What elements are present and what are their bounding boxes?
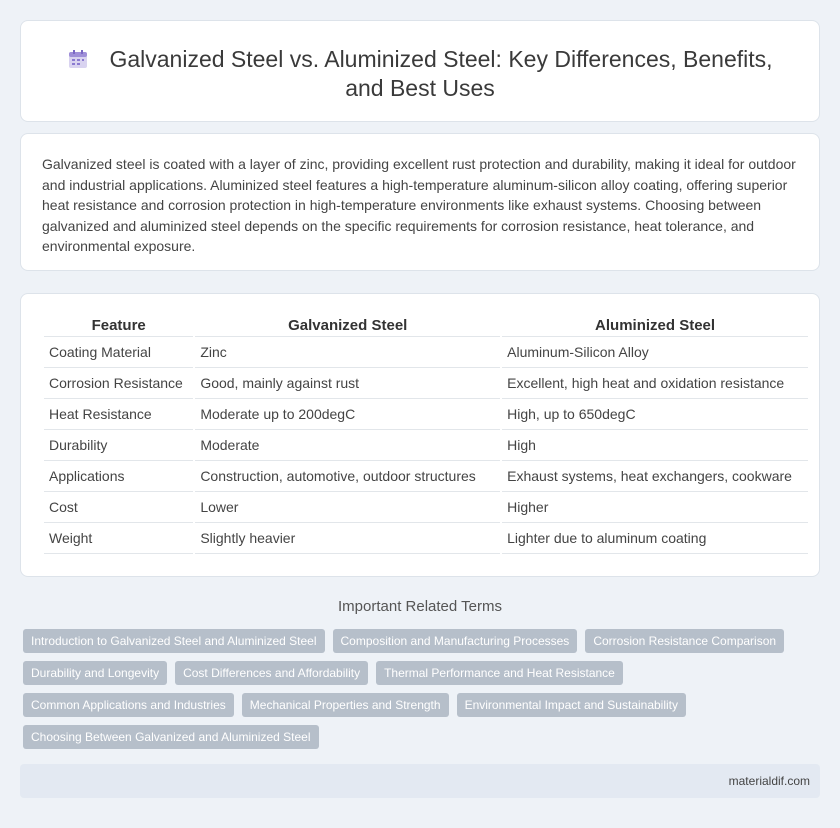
row-aluminized: Lighter due to aluminum coating (502, 523, 808, 554)
tag-row (23, 629, 813, 653)
footer (20, 764, 820, 798)
tag-row (23, 693, 813, 717)
row-feature: Cost (44, 492, 193, 523)
header-galvanized: Galvanized Steel (195, 315, 500, 337)
row-feature: Heat Resistance (44, 399, 193, 430)
calendar-icon (67, 48, 89, 70)
related-term-tag[interactable]: Choosing Between Galvanized and Aluminized Steel (23, 725, 319, 749)
related-terms-list (23, 629, 813, 757)
page-title: Galvanized Steel vs. Aluminized Steel: Key Differences, Benefits, and Best Uses (109, 46, 773, 101)
page-title-wrap (21, 45, 819, 103)
footer-site-link[interactable]: materialdif.com (728, 774, 810, 788)
header-aluminized: Aluminized Steel (502, 315, 808, 337)
header-feature: Feature (44, 315, 193, 337)
row-feature: Weight (44, 523, 193, 554)
table-header-row (44, 315, 808, 337)
intro-card (20, 133, 820, 271)
related-term-tag[interactable]: Cost Differences and Affordability (175, 661, 368, 685)
related-term-tag[interactable]: Common Applications and Industries (23, 693, 234, 717)
related-term-tag[interactable]: Durability and Longevity (23, 661, 167, 685)
table-row (44, 492, 808, 523)
row-feature: Durability (44, 430, 193, 461)
row-aluminized: Aluminum-Silicon Alloy (502, 337, 808, 368)
table-row (44, 368, 808, 399)
row-aluminized: Exhaust systems, heat exchangers, cookware (502, 461, 808, 492)
row-galvanized: Zinc (195, 337, 500, 368)
row-aluminized: High (502, 430, 808, 461)
comparison-table-card (20, 293, 820, 577)
related-term-tag[interactable]: Mechanical Properties and Strength (242, 693, 449, 717)
table-row (44, 430, 808, 461)
row-galvanized: Construction, automotive, outdoor structures (195, 461, 500, 492)
related-term-tag[interactable]: Introduction to Galvanized Steel and Aluminized Steel (23, 629, 325, 653)
comparison-table (42, 315, 810, 554)
row-feature: Corrosion Resistance (44, 368, 193, 399)
table-row (44, 399, 808, 430)
row-aluminized: Higher (502, 492, 808, 523)
related-term-tag[interactable]: Environmental Impact and Sustainability (457, 693, 686, 717)
table-row (44, 523, 808, 554)
header-card (20, 20, 820, 122)
intro-paragraph: Galvanized steel is coated with a layer of zinc, providing excellent rust protection and durability, making it ideal for outdoor and industrial applications. Aluminized steel features a high-temperature aluminum-silicon alloy coating, offering superior heat resistance and corrosion protection in high-temperature environments like exhaust systems. Choosing between galvanized and aluminized steel depends on the specific requirements for corrosion resistance, heat tolerance, and environmental exposure. (42, 156, 796, 254)
related-term-tag[interactable]: Thermal Performance and Heat Resistance (376, 661, 623, 685)
tag-row (23, 725, 813, 749)
related-terms-title: Important Related Terms (338, 598, 502, 615)
row-feature: Coating Material (44, 337, 193, 368)
row-galvanized: Good, mainly against rust (195, 368, 500, 399)
row-galvanized: Lower (195, 492, 500, 523)
row-feature: Applications (44, 461, 193, 492)
row-galvanized: Slightly heavier (195, 523, 500, 554)
related-term-tag[interactable]: Corrosion Resistance Comparison (585, 629, 784, 653)
row-galvanized: Moderate up to 200degC (195, 399, 500, 430)
tag-row (23, 661, 813, 685)
table-row (44, 337, 808, 368)
row-aluminized: High, up to 650degC (502, 399, 808, 430)
row-aluminized: Excellent, high heat and oxidation resistance (502, 368, 808, 399)
table-row (44, 461, 808, 492)
row-galvanized: Moderate (195, 430, 500, 461)
related-term-tag[interactable]: Composition and Manufacturing Processes (333, 629, 578, 653)
